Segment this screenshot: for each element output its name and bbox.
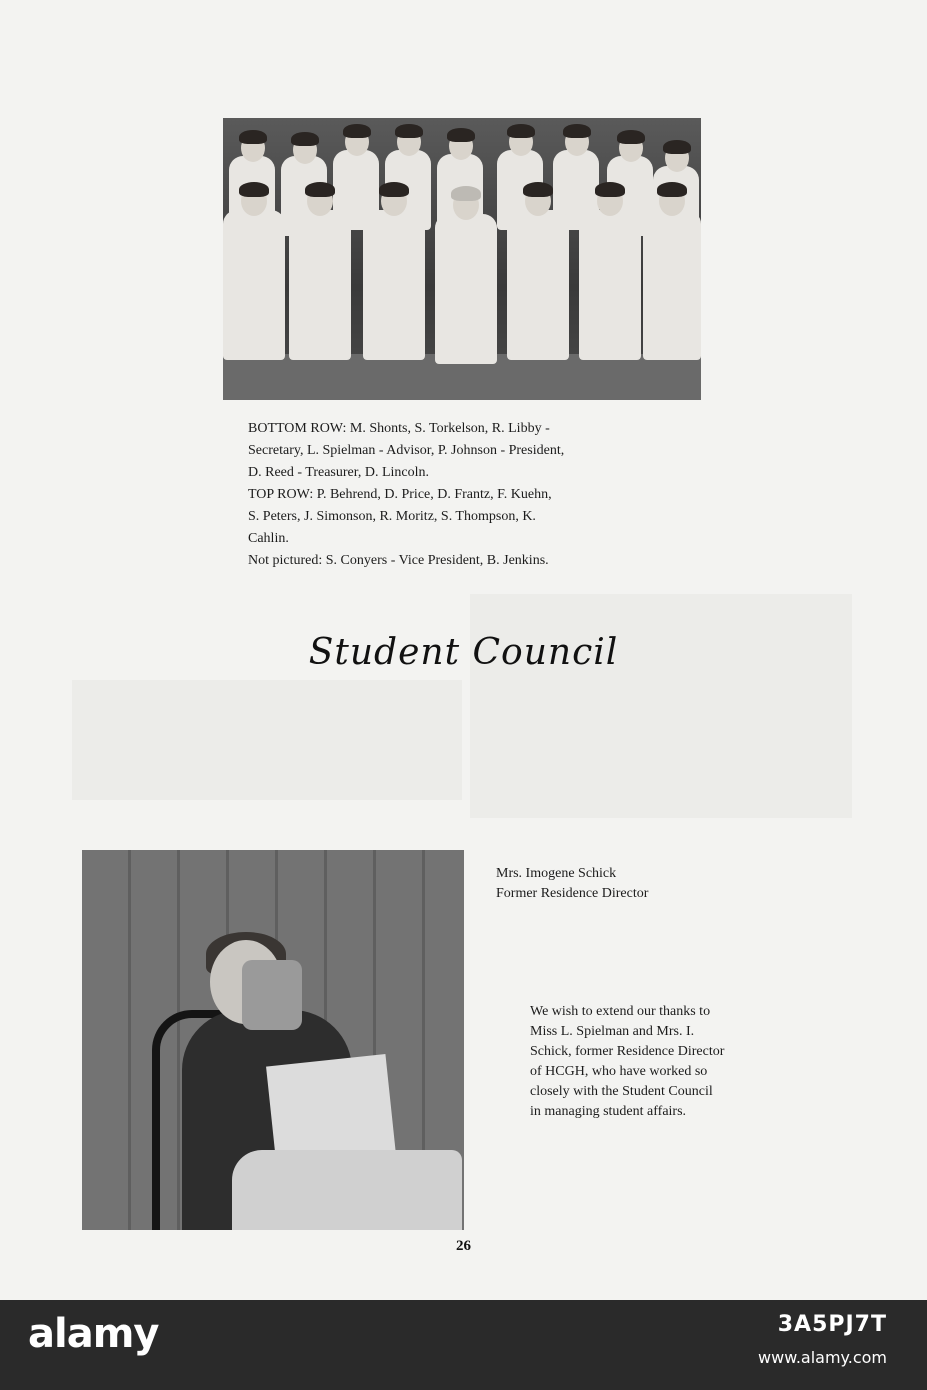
watermark-image-id: 3A5PJ7T [777, 1312, 887, 1337]
watermark-site: www.alamy.com [758, 1348, 887, 1367]
caption-line: Secretary, L. Spielman - Advisor, P. Johnson - President, [248, 443, 565, 458]
thanks-paragraph [530, 1002, 790, 1122]
thanks-line: closely with the Student Council [530, 1084, 713, 1099]
photo-gift [242, 960, 302, 1030]
caption-line: Not pictured: S. Conyers - Vice President, B. Jenkins. [248, 553, 549, 568]
watermark-logo: alamy [28, 1311, 159, 1357]
caption-line: Cahlin. [248, 531, 289, 546]
portrait-name: Mrs. Imogene Schick [496, 866, 617, 881]
thanks-line: We wish to extend our thanks to [530, 1004, 711, 1019]
photo-tissue-paper [232, 1150, 462, 1230]
portrait-caption [496, 864, 796, 904]
caption-line: S. Peters, J. Simonson, R. Moritz, S. Thompson, K. [248, 509, 536, 524]
page-number: 26 [456, 1238, 471, 1254]
thanks-line: Miss L. Spielman and Mrs. I. [530, 1024, 695, 1039]
portrait-photo [82, 850, 464, 1230]
caption-line: D. Reed - Treasurer, D. Lincoln. [248, 465, 430, 480]
ghost-bleedthrough [470, 594, 852, 818]
ghost-bleedthrough [72, 680, 462, 800]
thanks-line: of HCGH, who have worked so [530, 1064, 708, 1079]
caption-line: BOTTOM ROW: M. Shonts, S. Torkelson, R. Libby - [248, 421, 550, 436]
thanks-line: Schick, former Residence Director [530, 1044, 725, 1059]
section-title: Student Council [308, 632, 619, 673]
group-photo [223, 118, 701, 400]
thanks-line: in managing student affairs. [530, 1104, 687, 1119]
portrait-role: Former Residence Director [496, 886, 649, 901]
group-photo-caption [248, 418, 708, 572]
caption-line: TOP ROW: P. Behrend, D. Price, D. Frantz, F. Kuehn, [248, 487, 552, 502]
